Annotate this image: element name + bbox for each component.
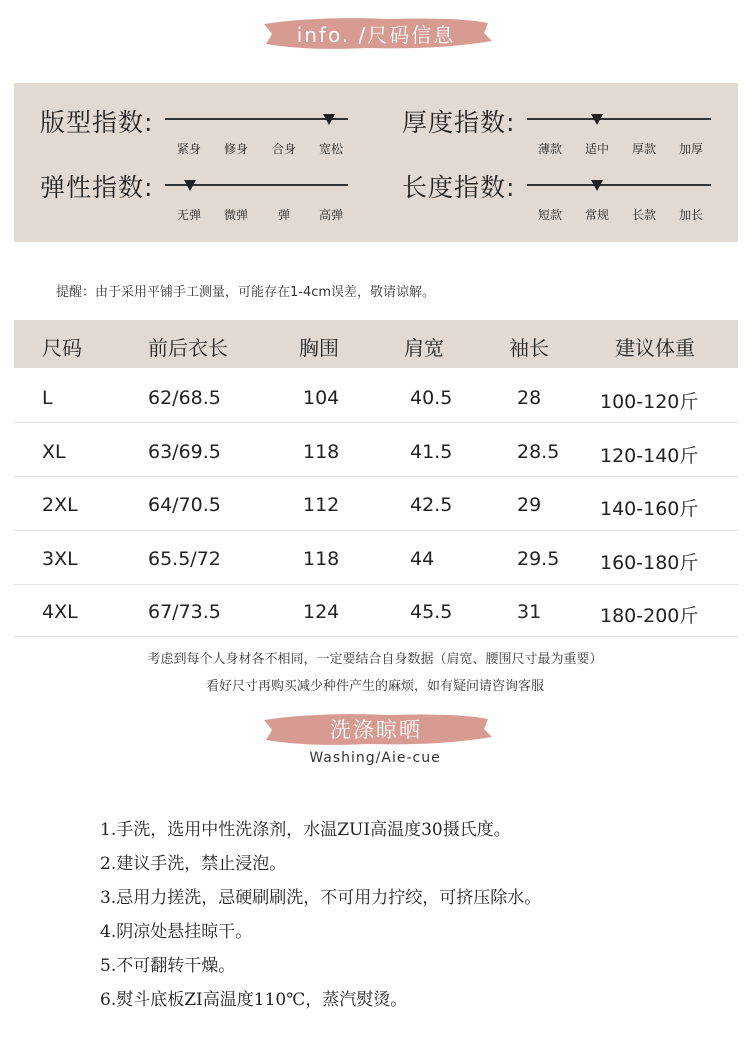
elasticity-option: 高弹 <box>318 208 343 222</box>
table-cell: 2XL <box>42 494 78 516</box>
length-index-marker <box>591 180 603 191</box>
thickness-option: 适中 <box>584 142 609 156</box>
thickness-option: 薄款 <box>537 142 562 156</box>
elasticity-option: 无弹 <box>176 208 201 222</box>
col-header-weight: 建议体重 <box>615 336 695 360</box>
table-cell: 28.5 <box>517 441 560 463</box>
length-option: 短款 <box>537 208 562 222</box>
elasticity-option: 微弹 <box>223 208 248 222</box>
fit-option: 修身 <box>223 142 248 156</box>
thickness-index-marker <box>591 114 603 125</box>
table-cell: 29 <box>517 494 542 516</box>
table-cell: 44 <box>410 548 435 570</box>
info-banner-text: info. /尺码信息 <box>296 22 456 47</box>
col-header-shoulder: 肩宽 <box>404 336 444 360</box>
size-remark: 考虑到每个人身材各不相同，一定要结合自身数据（肩宽、腰围尺寸最为重要） <box>147 652 603 667</box>
col-header-length: 前后衣长 <box>148 336 228 360</box>
table-cell: 41.5 <box>410 441 453 463</box>
table-cell: 42.5 <box>410 494 453 516</box>
table-cell: 65.5/72 <box>148 548 221 570</box>
table-cell: 67/73.5 <box>148 601 221 623</box>
table-cell: 118 <box>303 441 340 463</box>
table-cell: 31 <box>517 601 542 623</box>
table-cell: 160-180斤 <box>600 552 699 574</box>
table-cell: 104 <box>303 387 340 409</box>
measurement-note: 提醒：由于采用平铺手工测量，可能存在1-4cm误差，敬请谅解。 <box>56 285 436 300</box>
length-option: 长款 <box>631 208 656 222</box>
table-cell: 64/70.5 <box>148 494 221 516</box>
length-index-title: 长度指数: <box>402 173 516 202</box>
elasticity-index-title: 弹性指数: <box>40 173 154 202</box>
washing-item: 4.阴凉处悬挂晾干。 <box>100 922 253 942</box>
table-cell: 29.5 <box>517 548 560 570</box>
info-banner <box>258 14 494 52</box>
col-header-chest: 胸围 <box>299 336 339 360</box>
table-cell: 124 <box>303 601 340 623</box>
row-divider <box>14 584 738 585</box>
thickness-option: 厚款 <box>631 142 656 156</box>
row-divider <box>14 636 738 637</box>
table-cell: 62/68.5 <box>148 387 221 409</box>
washing-item: 5.不可翻转干燥。 <box>100 956 236 976</box>
table-cell: 100-120斤 <box>600 391 699 413</box>
table-cell: 112 <box>303 494 340 516</box>
table-cell: 140-160斤 <box>600 498 699 520</box>
table-cell: 180-200斤 <box>600 605 699 627</box>
thickness-option: 加厚 <box>678 142 703 156</box>
row-divider <box>14 476 738 477</box>
washing-banner <box>258 710 494 748</box>
length-index-line <box>527 184 711 186</box>
row-divider <box>14 422 738 423</box>
col-header-sleeve: 袖长 <box>509 336 549 360</box>
table-cell: L <box>42 387 53 409</box>
elasticity-index-marker <box>184 180 196 191</box>
table-cell: 40.5 <box>410 387 453 409</box>
table-cell: XL <box>42 441 66 463</box>
table-cell: 3XL <box>42 548 78 570</box>
washing-item: 1.手洗，选用中性洗涤剂，水温ZUI高温度30摄氏度。 <box>100 820 511 840</box>
elasticity-option: 弹 <box>277 208 290 222</box>
table-cell: 118 <box>303 548 340 570</box>
washing-banner-text: 洗涤晾晒 <box>330 718 422 742</box>
table-cell: 45.5 <box>410 601 453 623</box>
row-divider <box>14 530 738 531</box>
fit-option: 宽松 <box>318 142 343 156</box>
table-cell: 63/69.5 <box>148 441 221 463</box>
fit-index-line <box>165 118 348 120</box>
washing-item: 3.忌用力搓洗，忌硬刷刷洗，不可用力拧绞，可挤压除水。 <box>100 888 542 908</box>
fit-option: 合身 <box>271 142 296 156</box>
table-cell: 120-140斤 <box>600 445 699 467</box>
thickness-index-line <box>527 118 711 120</box>
fit-option: 紧身 <box>176 142 201 156</box>
washing-item: 6.熨斗底板ZI高温度110℃，蒸汽熨烫。 <box>100 990 408 1010</box>
col-header-size: 尺码 <box>42 336 82 360</box>
washing-subtitle: Washing/Aie-cue <box>309 750 441 766</box>
length-option: 常规 <box>584 208 609 222</box>
fit-index-marker <box>323 114 335 125</box>
length-option: 加长 <box>678 208 703 222</box>
table-cell: 28 <box>517 387 542 409</box>
thickness-index-title: 厚度指数: <box>402 108 516 137</box>
fit-index-title: 版型指数: <box>40 108 154 137</box>
size-remark: 看好尺寸再购买减少种件产生的麻烦，如有疑问请咨询客服 <box>205 679 544 694</box>
table-cell: 4XL <box>42 601 78 623</box>
washing-item: 2.建议手洗，禁止浸泡。 <box>100 854 287 874</box>
